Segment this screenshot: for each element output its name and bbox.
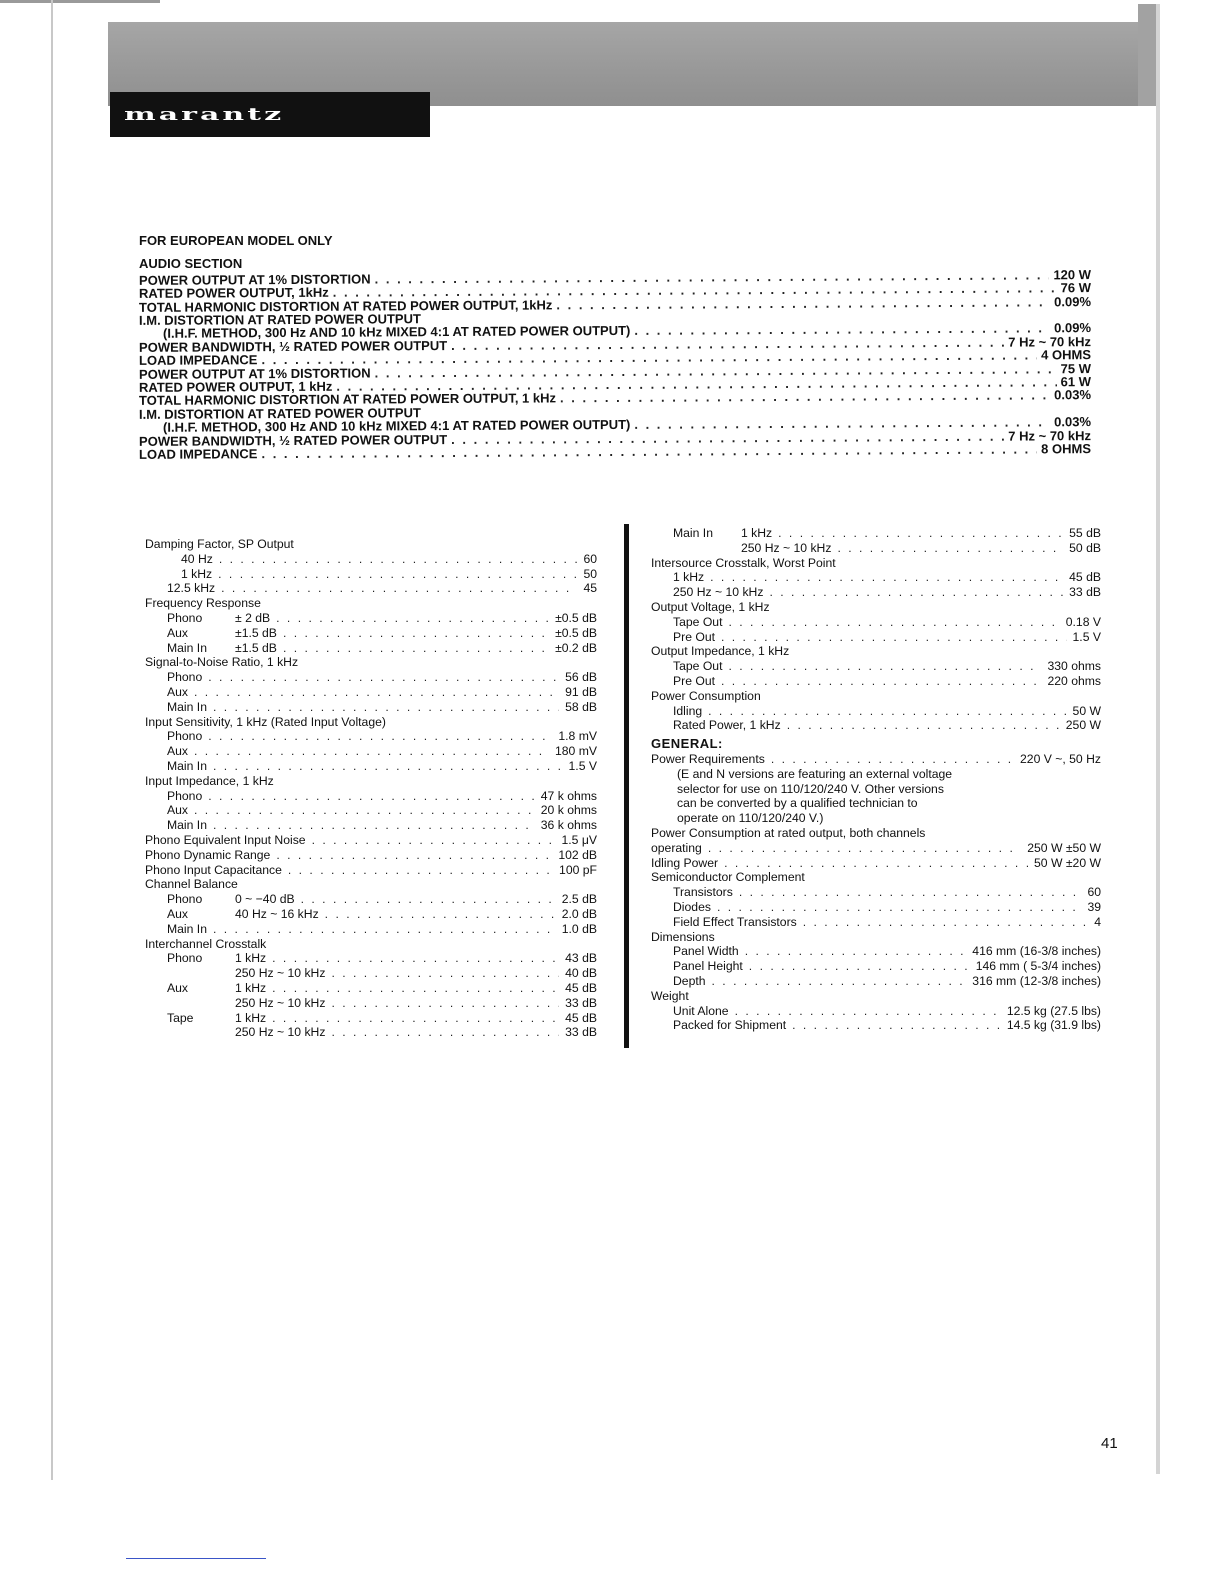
spec-value: ±0.5 dB (555, 625, 597, 640)
leader-dots (708, 841, 1021, 856)
eu-spec-label: (I.H.F. METHOD, 300 Hz AND 10 kHz MIXED 4:1 AT RATED POWER OUTPUT) (162, 417, 631, 436)
spec-value: 60 (583, 551, 597, 566)
leader-dots (721, 674, 1041, 689)
leader-dots (837, 541, 1063, 556)
spec-row (651, 841, 1101, 856)
spec-value: ±0.5 dB (555, 610, 597, 625)
leader-dots (710, 570, 1063, 585)
eu-spec-value: 7 Hz ~ 70 kHz (1008, 333, 1092, 350)
leader-dots (739, 885, 1082, 900)
spec-label: Unit Alone (673, 1003, 729, 1018)
spec-label: Pre Out (673, 673, 715, 688)
spec-label: Phono (167, 610, 203, 625)
eu-spec-label: TOTAL HARMONIC DISTORTION AT RATED POWER OUTPUT, 1kHz (138, 297, 553, 315)
voltage-note-line: operate on 110/120/240 V.) (677, 811, 824, 826)
spec-label: Packed for Shipment (673, 1018, 787, 1033)
spec-sublabel: 40 Hz ~ 16 kHz (235, 906, 319, 921)
leader-dots (792, 1018, 1001, 1033)
european-title: FOR EUROPEAN MODEL ONLY (139, 233, 333, 248)
spec-row (651, 585, 1101, 600)
spec-sublabel: 1 kHz (235, 951, 267, 966)
spec-value: 40 dB (565, 966, 597, 981)
weight-title: Weight (651, 988, 689, 1003)
spec-value: 33 dB (565, 995, 597, 1010)
leader-dots (717, 900, 1082, 915)
eu-spec-label: POWER OUTPUT AT 1% DISTORTION (138, 271, 371, 288)
spec-row (651, 570, 1101, 585)
spec-row (651, 856, 1101, 871)
spec-label: Aux (167, 803, 189, 818)
spec-row (651, 944, 1101, 959)
leader-dots (208, 789, 535, 804)
spec-row (651, 974, 1101, 989)
spec-label: Phono (167, 892, 203, 907)
spec-row (651, 541, 1101, 556)
spec-row (145, 966, 597, 981)
spec-value: 47 k ohms (540, 788, 597, 803)
leader-dots (213, 818, 535, 833)
spec-label: Main In (167, 921, 207, 936)
eu-spec-label: (I.H.F. METHOD, 300 Hz AND 10 kHz MIXED 4:1 AT RATED POWER OUTPUT) (162, 323, 631, 342)
eu-spec-label: TOTAL HARMONIC DISTORTION AT RATED POWER OUTPUT, 1 kHz (138, 390, 557, 409)
spec-label: Aux (167, 625, 189, 640)
spec-value: 12.5 kg (27.5 lbs) (1006, 1003, 1101, 1018)
leader-dots (221, 581, 577, 596)
spec-row (145, 818, 597, 833)
spec-value: 330 ohms (1047, 659, 1101, 674)
leader-dots (721, 630, 1067, 645)
spec-value: 102 dB (558, 847, 597, 862)
eu-spec-value: 0.03% (1054, 414, 1092, 430)
brand-logo-text: marantz (124, 104, 285, 124)
eu-spec-label: RATED POWER OUTPUT, 1 kHz (138, 378, 333, 395)
spec-label: Depth (673, 973, 706, 988)
spec-value: 0.18 V (1065, 614, 1101, 629)
leader-dots (213, 922, 556, 937)
spec-label: Main In (673, 526, 713, 540)
spec-label: Panel Width (673, 944, 739, 959)
spec-row (651, 630, 1101, 645)
spec-label: 1 kHz (181, 566, 213, 581)
spec-value: 1.8 mV (558, 729, 597, 744)
leader-dots (272, 981, 559, 996)
eu-spec-value: 0.09% (1054, 293, 1092, 309)
spec-column-right (651, 526, 1101, 1033)
eu-spec-label: I.M. DISTORTION AT RATED POWER OUTPUT (138, 311, 421, 328)
spec-value: 33 dB (565, 1025, 597, 1040)
spec-row (145, 744, 597, 759)
leader-dots (728, 659, 1041, 674)
spec-value: 20 k ohms (540, 803, 597, 818)
spec-value: 1.5 V (1072, 629, 1101, 644)
spec-label: Main In (167, 758, 207, 773)
leader-dots (219, 552, 578, 567)
leader-dots (745, 944, 967, 959)
spec-row (145, 996, 597, 1011)
spec-value: 55 dB (1069, 526, 1101, 540)
channel-balance-title: Channel Balance (145, 877, 238, 892)
spec-value: 14.5 kg (31.9 lbs) (1006, 1018, 1101, 1033)
leader-dots (283, 641, 549, 656)
spec-sublabel: 0 ~ −40 dB (235, 892, 295, 907)
leader-dots (331, 1025, 559, 1040)
spec-label: Field Effect Transistors (673, 914, 797, 929)
snr-title: Signal-to-Noise Ratio, 1 kHz (145, 655, 299, 670)
eu-spec-label: LOAD IMPEDANCE (138, 446, 258, 463)
spec-row (145, 863, 597, 878)
spec-sublabel: 1 kHz (235, 1010, 267, 1025)
spec-value: 39 (1087, 899, 1101, 914)
spec-row (651, 659, 1101, 674)
spec-row (145, 729, 597, 744)
spec-value: 43 dB (565, 951, 597, 966)
leader-dots (283, 626, 549, 641)
leader-dots (724, 856, 1028, 871)
spec-label: Idling Power (651, 855, 719, 870)
spec-row (145, 670, 597, 685)
leader-dots (787, 718, 1060, 733)
spec-sublabel: ± 2 dB (235, 610, 271, 625)
leader-dots (778, 526, 1063, 541)
semiconductor-title: Semiconductor Complement (651, 870, 805, 885)
eu-spec-value: 61 W (1060, 374, 1092, 390)
spec-value: 416 mm (16-3/8 inches) (972, 944, 1101, 959)
spec-column-left (145, 537, 597, 1040)
spec-value: 50 dB (1069, 540, 1101, 555)
spec-row (145, 581, 597, 596)
spec-label: Phono (167, 670, 203, 685)
spec-row (651, 900, 1101, 915)
spec-row (145, 907, 597, 922)
leader-dots (325, 907, 556, 922)
spec-value: 60 (1087, 885, 1101, 900)
spec-value: 50 W (1072, 703, 1101, 718)
intersource-crosstalk-title: Intersource Crosstalk, Worst Point (651, 555, 836, 570)
spec-value: 45 (583, 581, 597, 596)
spec-label: Aux (167, 744, 189, 759)
spec-row (145, 552, 597, 567)
spec-label: Main In (167, 640, 207, 655)
spec-value: 220 V ~, 50 Hz (1020, 751, 1101, 766)
spec-row (651, 674, 1101, 689)
spec-value: 4 (1094, 914, 1101, 929)
leader-dots (276, 848, 552, 863)
input-sensitivity-title: Input Sensitivity, 1 kHz (Rated Input Voltage) (145, 714, 386, 729)
eu-spec-value: 0.03% (1054, 387, 1092, 403)
spec-row (651, 1018, 1101, 1033)
spec-sublabel: ±1.5 dB (235, 640, 277, 655)
spec-label: Aux (167, 906, 189, 921)
spec-label: Transistors (673, 885, 733, 900)
spec-value: 2.5 dB (561, 892, 597, 907)
spec-row (145, 833, 597, 848)
spec-value: 33 dB (1069, 585, 1101, 600)
spec-row (651, 959, 1101, 974)
spec-sublabel: 1 kHz (741, 526, 773, 540)
eu-spec-value: 120 W (1053, 266, 1092, 283)
brand-logo (110, 92, 430, 137)
spec-sublabel: 250 Hz ~ 10 kHz (741, 540, 832, 555)
spec-label: Rated Power, 1 kHz (673, 718, 781, 733)
page-right-edge (1156, 4, 1160, 1474)
eu-spec-label: LOAD IMPEDANCE (138, 352, 258, 369)
spec-label: 250 Hz ~ 10 kHz (673, 585, 764, 600)
leader-dots (208, 729, 552, 744)
eu-spec-label: POWER BANDWIDTH, ½ RATED POWER OUTPUT (138, 337, 448, 355)
spec-row (651, 1004, 1101, 1019)
spec-value: 58 dB (565, 699, 597, 714)
spec-sublabel: ±1.5 dB (235, 625, 277, 640)
spec-row (145, 1011, 597, 1026)
spec-value: 45 dB (1069, 570, 1101, 585)
spec-label: 40 Hz (181, 551, 213, 566)
spec-label: Phono Dynamic Range (145, 847, 271, 862)
power-consumption-title: Power Consumption (651, 688, 761, 703)
leader-dots (194, 685, 559, 700)
spec-row (145, 892, 597, 907)
eu-spec-value: 75 W (1060, 360, 1092, 376)
spec-sublabel: 250 Hz ~ 10 kHz (235, 995, 326, 1010)
spec-value: 1.5 μV (561, 832, 597, 847)
spec-row (651, 885, 1101, 900)
spec-row (145, 685, 597, 700)
power-consumption-rated-title: Power Consumption at rated output, both channels (651, 825, 926, 840)
spec-value: 50 W ±20 W (1034, 855, 1101, 870)
leader-dots (301, 892, 556, 907)
eu-spec-value: 4 OHMS (1041, 347, 1092, 363)
spec-value: 45 dB (565, 1010, 597, 1025)
european-model-section (138, 233, 1092, 463)
eu-spec-value: 8 OHMS (1041, 441, 1092, 457)
spec-label: Phono Equivalent Input Noise (145, 832, 306, 847)
leader-dots (272, 1011, 559, 1026)
spec-row (145, 611, 597, 626)
spec-row (145, 951, 597, 966)
spec-sublabel: 1 kHz (235, 980, 267, 995)
output-voltage-title: Output Voltage, 1 kHz (651, 599, 770, 614)
bottom-link-rule (126, 1558, 266, 1559)
spec-row (145, 848, 597, 863)
spec-label: Tape Out (673, 614, 723, 629)
spec-label: Power Requirements (651, 751, 765, 766)
leader-dots (769, 585, 1063, 600)
voltage-note-line: selector for use on 110/120/240 V. Other versions (677, 781, 944, 796)
spec-row (651, 718, 1101, 733)
spec-label: Idling (673, 703, 703, 718)
page-left-edge (51, 0, 53, 1480)
spec-label: Aux (167, 684, 189, 699)
frequency-response-title: Frequency Response (145, 596, 261, 611)
spec-row (145, 789, 597, 804)
spec-label: Phono Input Capacitance (145, 862, 282, 877)
eu-spec-label: I.M. DISTORTION AT RATED POWER OUTPUT (138, 405, 421, 422)
damping-factor-title: Damping Factor, SP Output (145, 537, 294, 551)
spec-value: 250 W ±50 W (1027, 840, 1101, 855)
spec-sublabel: 250 Hz ~ 10 kHz (235, 966, 326, 981)
spec-value: 45 dB (565, 980, 597, 995)
eu-spec-value: 7 Hz ~ 70 kHz (1008, 427, 1092, 444)
leader-dots (194, 744, 549, 759)
audio-section-title: AUDIO SECTION (139, 256, 243, 272)
spec-label: 1 kHz (673, 570, 705, 585)
spec-value: 146 mm ( 5-3/4 inches) (975, 959, 1101, 974)
dimensions-title: Dimensions (651, 929, 715, 944)
spec-value: 316 mm (12-3/8 inches) (972, 973, 1101, 988)
spec-value: ±0.2 dB (555, 640, 597, 655)
leader-dots (276, 611, 549, 626)
spec-row (651, 526, 1101, 541)
spec-row (145, 803, 597, 818)
spec-value: 50 (583, 566, 597, 581)
top-edge-rule (0, 0, 160, 3)
leader-dots (218, 567, 577, 582)
spec-label: Main In (167, 699, 207, 714)
spec-value: 250 W (1065, 718, 1101, 733)
leader-dots (213, 700, 559, 715)
spec-row (145, 759, 597, 774)
leader-dots (771, 752, 1014, 767)
input-impedance-title: Input Impedance, 1 kHz (145, 773, 274, 788)
spec-label: Panel Height (673, 959, 743, 974)
spec-row (651, 704, 1101, 719)
leader-dots (331, 996, 559, 1011)
spec-label: 12.5 kHz (167, 581, 216, 596)
spec-label: Tape Out (673, 659, 723, 674)
spec-value: 1.0 dB (561, 921, 597, 936)
spec-value: 100 pF (559, 862, 597, 877)
spec-label: Phono (167, 951, 203, 966)
spec-row (145, 567, 597, 582)
eu-spec-value: 0.09% (1054, 320, 1092, 336)
spec-label: Pre Out (673, 629, 715, 644)
spec-label: Diodes (673, 899, 711, 914)
spec-value: 36 k ohms (540, 818, 597, 833)
spec-value: 2.0 dB (561, 906, 597, 921)
spec-row (145, 1025, 597, 1040)
page-number: 41 (1101, 1435, 1118, 1452)
output-impedance-title: Output Impedance, 1 kHz (651, 644, 790, 659)
column-divider (624, 524, 629, 1048)
general-heading: GENERAL: (651, 736, 723, 752)
spec-sublabel: 250 Hz ~ 10 kHz (235, 1025, 326, 1040)
spec-label: Tape (167, 1010, 194, 1025)
spec-row (651, 752, 1101, 767)
leader-dots (213, 759, 563, 774)
spec-label: Aux (167, 980, 189, 995)
leader-dots (728, 615, 1059, 630)
spec-row (145, 626, 597, 641)
leader-dots (208, 670, 559, 685)
leader-dots (288, 863, 553, 878)
spec-label: Phono (167, 788, 203, 803)
voltage-note-line: can be converted by a qualified technician to (677, 796, 918, 811)
spec-value: 1.5 V (568, 758, 597, 773)
leader-dots (749, 959, 970, 974)
eu-spec-label: RATED POWER OUTPUT, 1kHz (138, 284, 329, 302)
spec-row (145, 922, 597, 937)
spec-row (651, 615, 1101, 630)
leader-dots (735, 1004, 1001, 1019)
leader-dots (272, 951, 559, 966)
crosstalk-title: Interchannel Crosstalk (145, 936, 267, 951)
leader-dots (708, 704, 1066, 719)
spec-label: operating (651, 840, 702, 855)
spec-label: Main In (167, 818, 207, 833)
leader-dots (331, 966, 559, 981)
spec-value: 56 dB (565, 670, 597, 685)
spec-row (145, 700, 597, 715)
spec-value: 220 ohms (1047, 673, 1101, 688)
leader-dots (194, 803, 535, 818)
spec-value: 91 dB (565, 684, 597, 699)
voltage-note-line: (E and N versions are featuring an external voltage (677, 766, 953, 781)
spec-row (651, 915, 1101, 930)
leader-dots (712, 974, 967, 989)
eu-spec-label: POWER BANDWIDTH, ½ RATED POWER OUTPUT (138, 431, 448, 449)
leader-dots (803, 915, 1088, 930)
spec-label: Phono (167, 729, 203, 744)
leader-dots (312, 833, 556, 848)
spec-value: 180 mV (554, 744, 597, 759)
european-spec-list (138, 266, 1092, 463)
eu-spec-label: POWER OUTPUT AT 1% DISTORTION (138, 365, 371, 382)
spec-row (145, 641, 597, 656)
spec-row (145, 981, 597, 996)
eu-spec-value: 76 W (1060, 280, 1092, 296)
